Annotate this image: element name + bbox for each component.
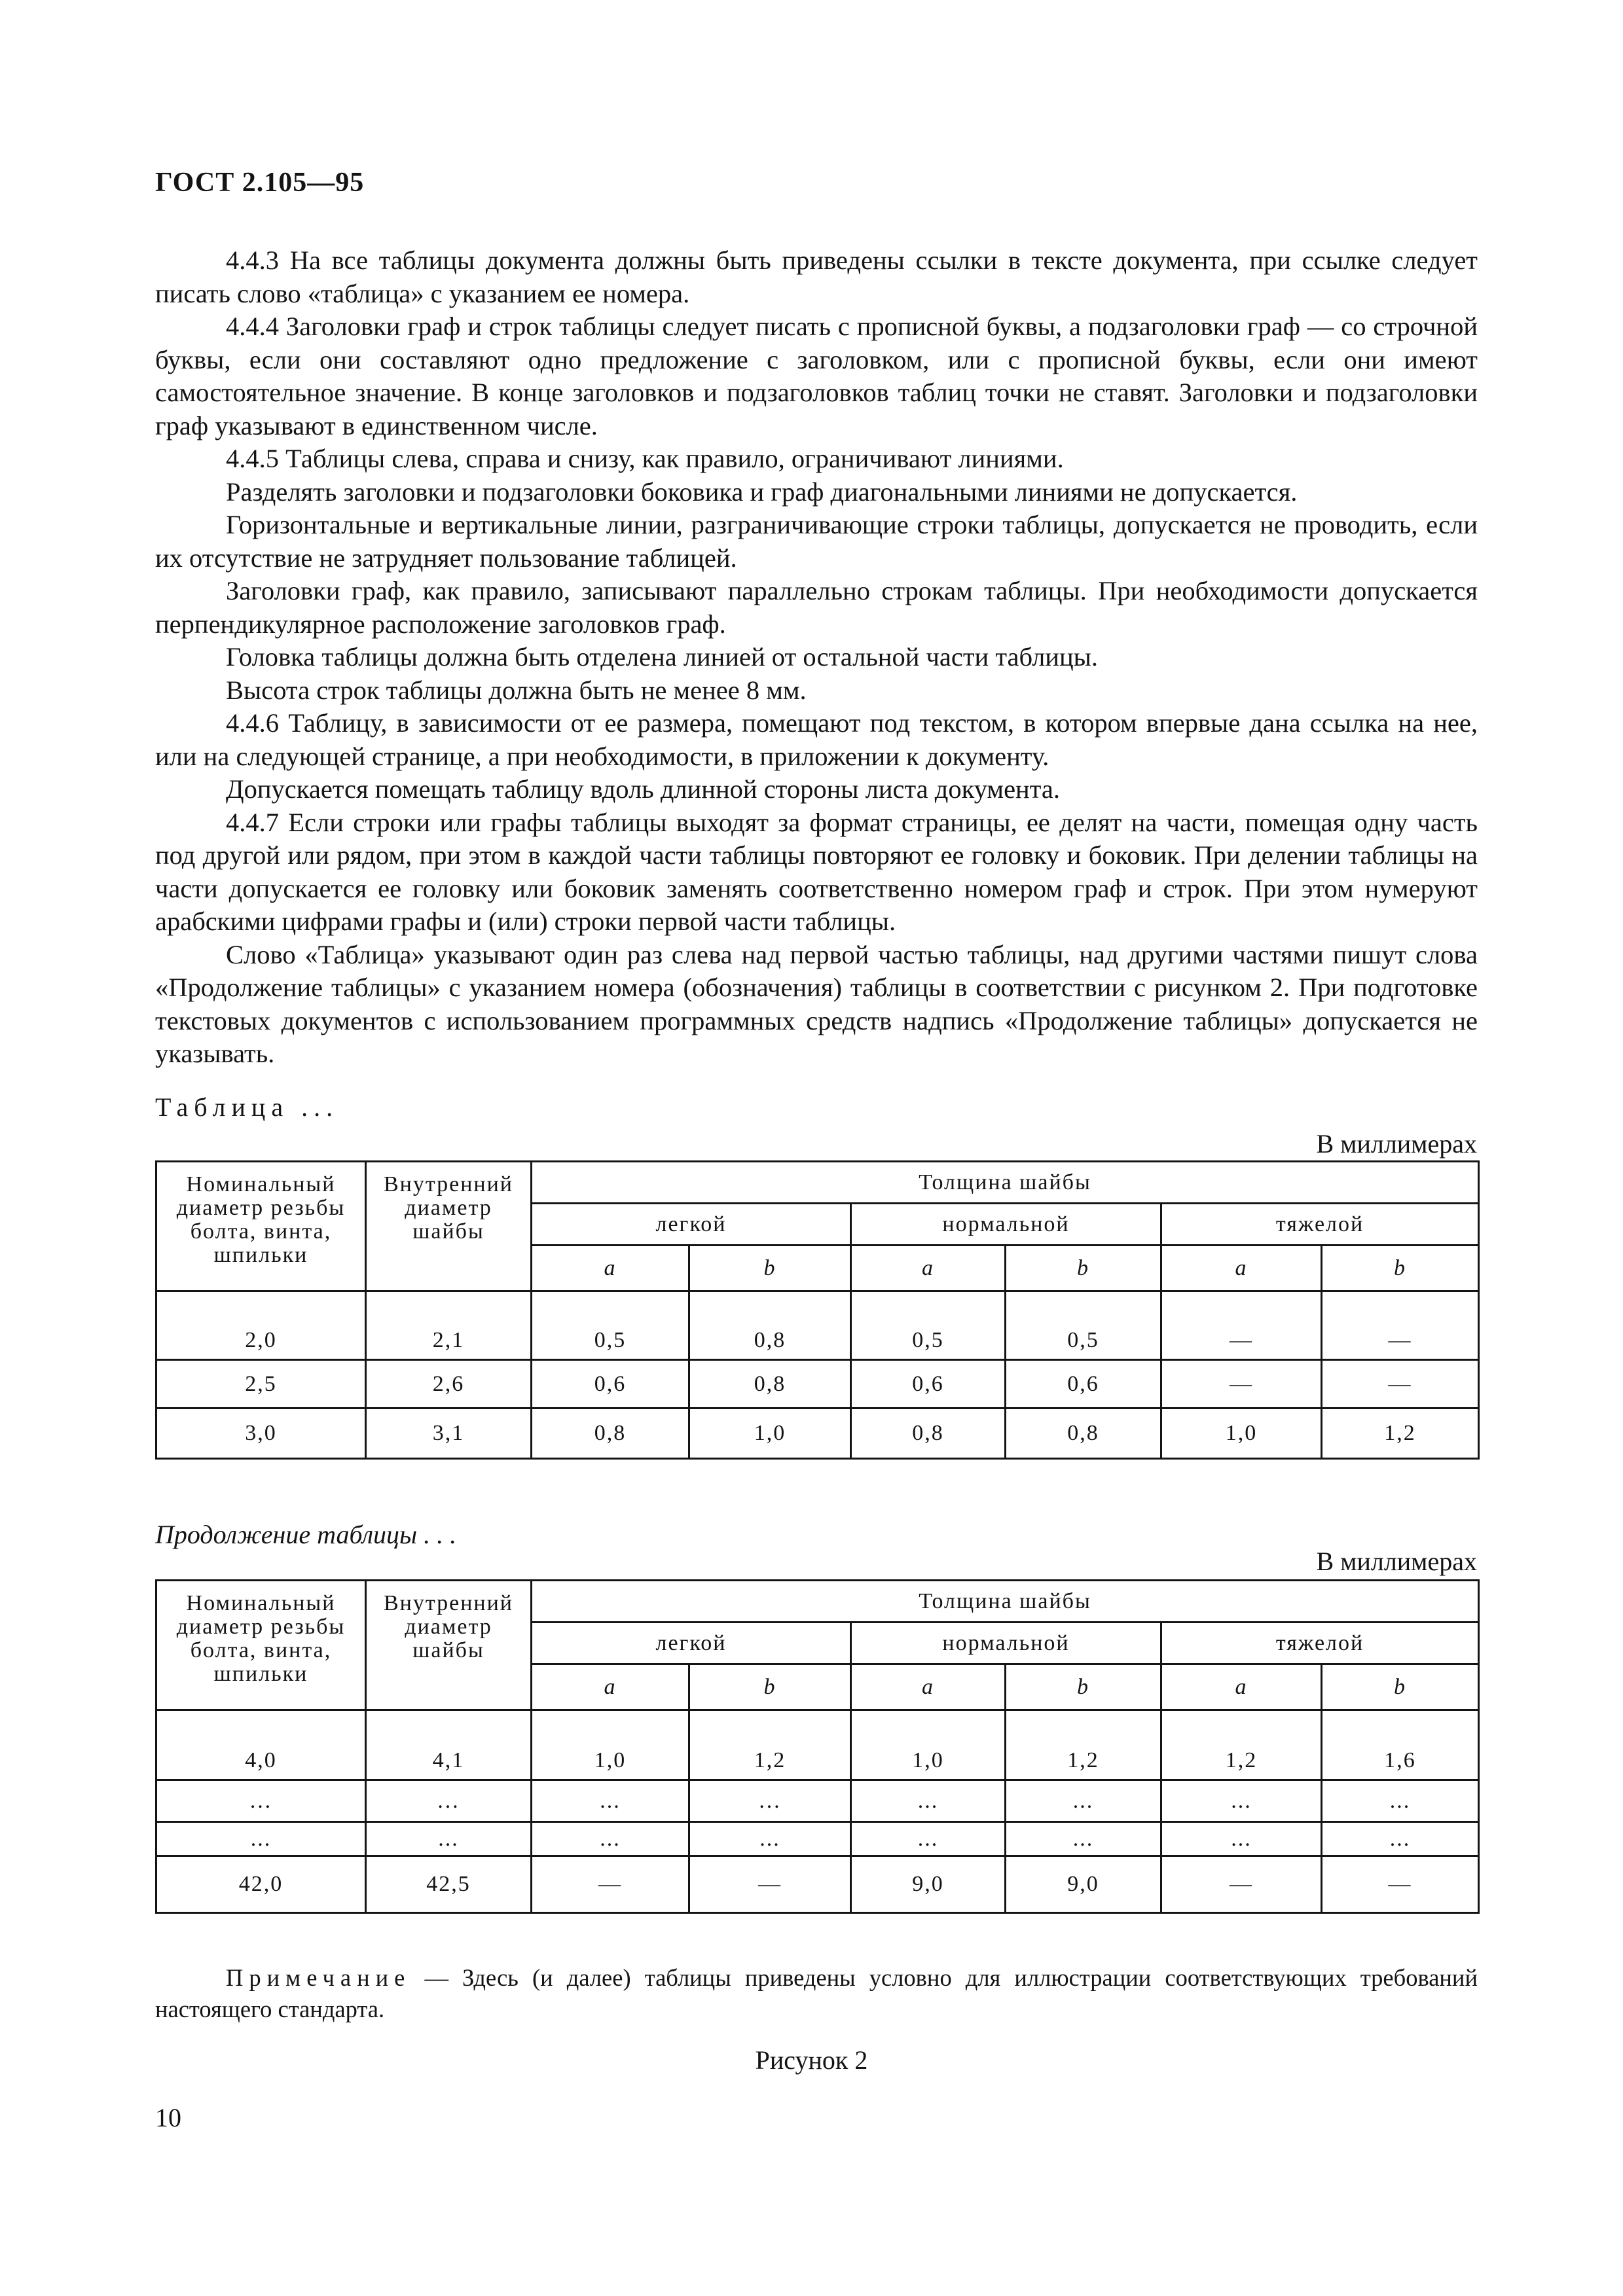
table2-cell: — [689,1856,851,1913]
note-text: — Здесь (и далее) таблицы приведены условно для иллюстрации соответствующих требований настоящего стандарта. [155,1964,1478,2022]
table1-cell: — [1161,1360,1322,1408]
table2-cell: ... [1322,1822,1479,1856]
table1-cell: 1,0 [689,1408,851,1459]
table2-cell: … [156,1780,366,1822]
table-note [155,1962,1478,2025]
table1-cell: 0,6 [532,1360,689,1408]
table1-head-light: легкой [532,1204,851,1246]
table2 [155,1579,1480,1914]
table2-cell: 4,1 [366,1710,532,1780]
table1-head-heavy: тяжелой [1161,1204,1479,1246]
table2-cell: … [366,1780,532,1822]
table1-head-normal: нормальной [851,1204,1161,1246]
table1-row [156,1291,1479,1360]
paragraph-4-4-3: 4.4.3 На все таблицы документа должны быть приведены ссылки в тексте документа, при ссылке следует писать слово «таблица» с указанием ее номера. [155,245,1478,308]
table1-cell: 0,8 [689,1291,851,1360]
body-text [155,244,1478,1071]
table1-cell: — [1161,1291,1322,1360]
table2-cell: ... [532,1822,689,1856]
table2-head-nominal-diameter: Номинальный диаметр резьбы болта, винта, шпильки [156,1581,366,1710]
table1-row [156,1360,1479,1408]
table2-cell: 42,5 [366,1856,532,1913]
table2-head-normal: нормальной [851,1623,1161,1664]
paragraph: Головка таблицы должна быть отделена линией от остальной части таблицы. [226,642,1098,672]
table1-cell: 3,1 [366,1408,532,1459]
table2-head-b: b [1322,1664,1479,1710]
table2-row [156,1856,1479,1913]
table2-cell: 1,0 [532,1710,689,1780]
table2-head-b: b [1006,1664,1161,1710]
table2-cell: 9,0 [1006,1856,1161,1913]
table1-cell: 0,6 [851,1360,1006,1408]
table1-head-a: a [532,1246,689,1291]
table2-head-light: легкой [532,1623,851,1664]
page-number: 10 [155,2103,181,2132]
table1-cell: 0,5 [532,1291,689,1360]
table1-cell: 2,6 [366,1360,532,1408]
table2-row [156,1822,1479,1856]
document-header: ГОСТ 2.105—95 [155,168,365,198]
table1-head-b: b [689,1246,851,1291]
table1-head-nominal-diameter: Номинальный диаметр резьбы болта, винта, шпильки [156,1162,366,1291]
table2-cell: 9,0 [851,1856,1006,1913]
paragraph-4-4-5: 4.4.5 Таблицы слева, справа и снизу, как правило, ограничивают линиями. [226,444,1064,473]
table1-cell: 2,0 [156,1291,366,1360]
table1-cell: 0,8 [1006,1408,1161,1459]
table2-cell: ... [1161,1822,1322,1856]
table1-cell: 0,8 [851,1408,1006,1459]
table1-cell: — [1322,1291,1479,1360]
table2-cell: ... [1161,1780,1322,1822]
table2-head-thickness: Толщина шайбы [532,1581,1479,1623]
table2-head-a: a [532,1664,689,1710]
table1-cell: 1,2 [1322,1408,1479,1459]
table2-cell: ... [1006,1780,1161,1822]
figure-caption: Рисунок 2 [755,2045,868,2075]
table1-cell: 0,8 [532,1408,689,1459]
table1-cell: 3,0 [156,1408,366,1459]
table1-head-inner-diameter: Внутренний диаметр шайбы [366,1162,532,1291]
table2-cell: 1,0 [851,1710,1006,1780]
table2-cell: — [1322,1856,1479,1913]
table2-cell: ... [532,1780,689,1822]
table2-head-a: a [1161,1664,1322,1710]
paragraph: Разделять заголовки и подзаголовки боковика и граф диагональными линиями не допускается. [226,476,1298,507]
table2-cell: … [689,1780,851,1822]
paragraph: Горизонтальные и вертикальные линии, разграничивающие строки таблицы, допускается не проводить, если их отсутствие не затрудняет пользование таблицей. [155,510,1478,573]
note-label: Примечание [226,1964,411,1991]
paragraph-4-4-7: 4.4.7 Если строки или графы таблицы выходят за формат страницы, ее делят на части, помещая одну часть под другой или рядом, при этом в каждой части таблицы повторяют ее головку и боковик. При делении таблицы на части допускается ее головку или боковик заменять соответственно номером граф и строк. При этом нумеруют арабскими цифрами графы и (или) строки первой части таблицы. [155,807,1478,936]
table2-cell: — [532,1856,689,1913]
table2-cell: 1,6 [1322,1710,1479,1780]
table1-cell: 0,5 [1006,1291,1161,1360]
table1-cell: 1,0 [1161,1408,1322,1459]
paragraph: Слово «Таблица» указывают один раз слева над первой частью таблицы, над другими частями пишут слова «Продолжение таблицы» с указанием номера (обозначения) таблицы в соответствии с рисунком 2. При подготовке текстовых документов с использованием программных средств надпись «Продолжение таблицы» допускается не указывать. [155,939,1478,1068]
table2-head-heavy: тяжелой [1161,1623,1479,1664]
table2-cell: ... [851,1822,1006,1856]
paragraph: Допускается помещать таблицу вдоль длинной стороны листа документа. [226,774,1061,804]
table2-cell: 1,2 [689,1710,851,1780]
table2-cell: 4,0 [156,1710,366,1780]
table1-row [156,1408,1479,1459]
paragraph: Заголовки граф, как правило, записывают параллельно строкам таблицы. При необходимости допускается перпендикулярное расположение заголовков граф. [155,576,1478,639]
table1-cell: — [1322,1360,1479,1408]
table2-cell: 1,2 [1161,1710,1322,1780]
table1-head-b: b [1006,1246,1161,1291]
table2-head-a: a [851,1664,1006,1710]
table2-units: В миллимерах [1316,1547,1477,1576]
table2-cell: ... [851,1780,1006,1822]
table2-cell: 1,2 [1006,1710,1161,1780]
paragraph-4-4-6: 4.4.6 Таблицу, в зависимости от ее размера, помещают под текстом, в котором впервые дана ссылка на нее, или на следующей странице, а при необходимости, в приложении к документу. [155,708,1478,771]
table2-row [156,1780,1479,1822]
table1-head-a: a [1161,1246,1322,1291]
table2-head-b: b [689,1664,851,1710]
table1-cell: 0,8 [689,1360,851,1408]
table2-cell: ... [156,1822,366,1856]
table1-cell: 0,6 [1006,1360,1161,1408]
paragraph: Высота строк таблицы должна быть не менее 8 мм. [226,675,807,705]
table2-cell: 42,0 [156,1856,366,1913]
table2-row [156,1710,1479,1780]
table2-cell: ... [1322,1780,1479,1822]
table1-head-thickness: Толщина шайбы [532,1162,1479,1204]
table1-head-a: a [851,1246,1006,1291]
table2-cell: ... [366,1822,532,1856]
table2-cell: ... [1006,1822,1161,1856]
table2-head-inner-diameter: Внутренний диаметр шайбы [366,1581,532,1710]
table1 [155,1160,1480,1460]
table2-caption: Продолжение таблицы . . . [155,1520,457,1549]
paragraph-4-4-4: 4.4.4 Заголовки граф и строк таблицы следует писать с прописной буквы, а подзаголовки граф — со строчной буквы, если они составляют одно предложение с заголовком, или с прописной буквы, если они имеют самостоятельное значение. В конце заголовков и подзаголовков таблиц точки не ставят. Заголовки и подзаголовки граф указывают в единственном числе. [155,312,1478,440]
table1-cell: 0,5 [851,1291,1006,1360]
table1-caption: Таблица ... [155,1092,339,1122]
table1-cell: 2,5 [156,1360,366,1408]
table2-cell: ... [689,1822,851,1856]
table1-units: В миллимерах [1316,1129,1477,1158]
table1-head-b: b [1322,1246,1479,1291]
table1-cell: 2,1 [366,1291,532,1360]
table2-cell: — [1161,1856,1322,1913]
